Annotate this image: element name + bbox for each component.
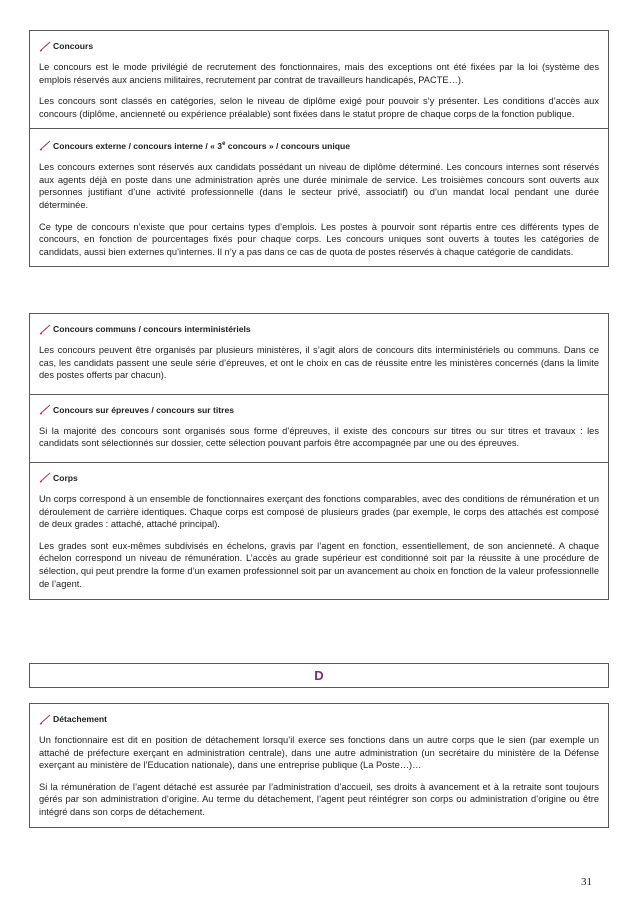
pencil-icon (39, 324, 51, 335)
pencil-icon (39, 140, 51, 151)
section-concours-epreuves (30, 394, 608, 450)
section-heading (39, 129, 599, 152)
paragraph: Le concours est le mode privilégié de recrutement des fonctionnaires, mais des exceptions ont été fixées par la loi (système des emplois réservés aux anciens militaires, recrutement par contrat de travailleurs handicapés, PACTE…). (39, 62, 599, 85)
paragraph: Un corps correspond à un ensemble de fonctionnaires exerçant des fonctions comparables, avec des conditions de rémunération et un déroulement de carrière identiques. Chaque corps est composé de plusieurs grades (par exemple, le corps des attachés est composé de deux grades : attaché, attaché principal). (39, 493, 599, 530)
section-heading (39, 463, 599, 484)
paragraph: Si la rémunération de l’agent détaché est assurée par l’administration d’accueil, ses droits à avancement et à la retraite sont toujours gérés par son administration d’origine. Au terme du détachement, l’agent peut réintégrer son corps ou administration d’origine ou être intégré dans son corps de détachement. (39, 781, 599, 817)
paragraph: Ce type de concours n’existe que pour certains types d’emplois. Les postes à pourvoir sont répartis entre ces différents types de concours, en fonction de pourcentages fixés pour chaque corps. Les concours uniques sont ouverts à toutes les catégories de candidats, aussi bien externes qu’internes. Il n’y a pas dans ce cas de quota de postes réservés à chaque catégorie de candidats. (39, 221, 599, 257)
section-heading (39, 395, 599, 416)
heading-text: Concours communs / concours interministériels (53, 324, 251, 334)
box-concours (29, 30, 609, 267)
pencil-icon (39, 472, 51, 483)
section-heading (39, 31, 599, 52)
heading-text: Corps (53, 472, 78, 483)
pencil-icon (39, 41, 51, 52)
section-detachement (30, 704, 608, 819)
heading-text: Concours (53, 41, 94, 51)
box-concours-types (29, 313, 609, 600)
section-concours (30, 31, 608, 120)
paragraph: Si la majorité des concours sont organisés sous forme d’épreuves, il existe des concours sur titres ou sur titres et travaux : les candidats sont sélectionnés sur dossier, cette sélection pouvant parfois être accompagnée par une ou des épreuves. (39, 425, 599, 449)
section-heading (39, 314, 599, 335)
pencil-icon (39, 404, 51, 415)
section-corps (30, 462, 608, 590)
letter-heading: D (29, 663, 609, 688)
pencil-icon (39, 714, 51, 725)
paragraph: Un fonctionnaire est dit en position de détachement lorsqu’il exerce ses fonctions dans un autre corps que le sien (par exemple un attaché de préfecture exerçant en administration centrale), dans une autre administration (un secrétaire du ministère de la Défense exerçant au ministère de l’Education nationale), dans une entreprise publique (La Poste…)… (39, 735, 599, 771)
box-detachement (29, 703, 609, 828)
paragraph: Les grades sont eux-mêmes subdivisés en échelons, gravis par l’agent en fonction, essentiellement, de son ancienneté. A chaque échelon correspond un niveau de rémunération. L’accès au grade supérieur est conditionné soit par la réussite à une procédure de sélection, qui peut prendre la forme d’un examen professionnel soit par un avancement au choix en fonction de la valeur professionnelle de l’agent. (39, 540, 599, 589)
paragraph: Les concours externes sont réservés aux candidats possédant un niveau de diplôme déterminé. Les concours internes sont réservés aux agents déjà en poste dans une administration après une durée minimale de service. Les troisièmes concours sont ouverts aux personnes justifiant d’une activité professionnelle (dans le secteur privé, associatif) ou d’un mandat local pendant une durée déterminée. (39, 162, 599, 211)
section-concours-communs (30, 314, 608, 382)
paragraph: Les concours peuvent être organisés par plusieurs ministères, il s’agit alors de concours dits interministériels ou communs. Dans ce cas, les candidats passent une seule série d’épreuves, et ont le choix en cas de réussite entre les ministères concernés (dans la limite des postes offerts par chacun). (39, 345, 599, 381)
page-number: 31 (581, 876, 592, 888)
heading-text: Concours externe / concours interne / « 3e concours » / concours unique (53, 141, 351, 152)
heading-text: Détachement (53, 714, 107, 724)
section-concours-externe (30, 128, 608, 258)
section-heading (39, 704, 599, 725)
heading-text: Concours sur épreuves / concours sur titres (53, 404, 235, 415)
paragraph: Les concours sont classés en catégories, selon le niveau de diplôme exigé pour pouvoir s’y présenter. Les conditions d’accès aux concours (diplôme, ancienneté ou expérience préalable) sont fixées dans le statut propre de chaque corps de la fonction publique. (39, 96, 599, 119)
